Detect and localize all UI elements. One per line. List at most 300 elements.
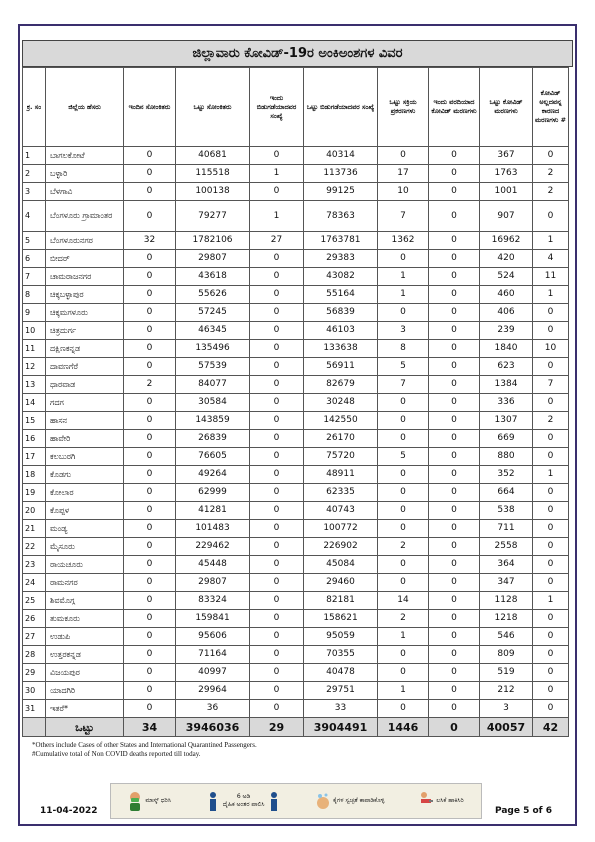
serial-number-cell: 31 <box>23 700 46 718</box>
district-name-cell: ವಿಜಯಪುರ <box>46 664 124 682</box>
noncovid-deaths-cell: 1 <box>533 232 569 250</box>
discharged-today-cell: 0 <box>250 250 304 268</box>
today-cases-cell: 0 <box>124 358 176 376</box>
serial-number-cell: 24 <box>23 574 46 592</box>
total-cases-cell: 57245 <box>176 304 250 322</box>
deaths-today-cell: 0 <box>429 574 480 592</box>
deaths-today-cell: 0 <box>429 165 480 183</box>
today-cases-cell: 0 <box>124 556 176 574</box>
total-deaths-cell: 809 <box>480 646 533 664</box>
today-cases-cell: 0 <box>124 165 176 183</box>
noncovid-deaths-cell: 1 <box>533 466 569 484</box>
district-name-cell: ಚಾಮರಾಜನಗರ <box>46 268 124 286</box>
deaths-today-cell: 0 <box>429 628 480 646</box>
header-cell: ಕೋವಿಡ್ ಅಲ್ಲದವನ್ನ ಕಾರಣದ ಮರಣಗಳು # <box>533 68 569 147</box>
total-deaths-cell: 420 <box>480 250 533 268</box>
district-name-cell: ಇತರೆ* <box>46 700 124 718</box>
noncovid-deaths-cell: 10 <box>533 340 569 358</box>
discharged-today-cell: 0 <box>250 538 304 556</box>
today-cases-cell: 0 <box>124 538 176 556</box>
total-cases-cell: 29807 <box>176 574 250 592</box>
active-cases-cell: 14 <box>378 592 429 610</box>
total-deaths-cell: 460 <box>480 286 533 304</box>
total-discharged-cell: 1763781 <box>304 232 378 250</box>
serial-number-cell: 17 <box>23 448 46 466</box>
table-row <box>23 700 569 718</box>
noncovid-deaths-cell: 11 <box>533 268 569 286</box>
footnote-others: *Others include Cases of other States and International Quarantined Passengers. <box>32 741 257 749</box>
total-cases-cell: 29807 <box>176 250 250 268</box>
table-row <box>23 520 569 538</box>
total-deaths-cell: 2558 <box>480 538 533 556</box>
serial-number-cell: 3 <box>23 183 46 201</box>
active-cases-cell: 0 <box>378 466 429 484</box>
total-discharged-cell: 158621 <box>304 610 378 628</box>
district-name-cell: ಬೀದರ್ <box>46 250 124 268</box>
active-cases-cell: 0 <box>378 250 429 268</box>
total-deaths-cell: 336 <box>480 394 533 412</box>
table-row <box>23 664 569 682</box>
total-row <box>23 718 569 737</box>
total-deaths-cell: 364 <box>480 556 533 574</box>
total-cases-cell: 55626 <box>176 286 250 304</box>
deaths-today-cell: 0 <box>429 250 480 268</box>
active-cases-cell: 0 <box>378 412 429 430</box>
total-cases-cell: 57539 <box>176 358 250 376</box>
today-cases-cell: 0 <box>124 574 176 592</box>
total-deaths-cell: 546 <box>480 628 533 646</box>
serial-number-cell: 19 <box>23 484 46 502</box>
total-deaths-cell: 1763 <box>480 165 533 183</box>
discharged-today-cell: 27 <box>250 232 304 250</box>
deaths-today-cell: 0 <box>429 466 480 484</box>
active-cases-cell: 0 <box>378 646 429 664</box>
today-cases-cell: 0 <box>124 592 176 610</box>
total-discharged-cell: 40743 <box>304 502 378 520</box>
deaths-today-cell: 0 <box>429 376 480 394</box>
serial-number-cell: 11 <box>23 340 46 358</box>
total-deaths-cell: 212 <box>480 682 533 700</box>
total-cases-cell: 36 <box>176 700 250 718</box>
table-row <box>23 448 569 466</box>
table-row <box>23 201 569 232</box>
table-row <box>23 574 569 592</box>
serial-number-cell: 14 <box>23 394 46 412</box>
table-row <box>23 430 569 448</box>
today-cases-cell: 0 <box>124 183 176 201</box>
total-discharged-cell: 40314 <box>304 147 378 165</box>
noncovid-deaths-cell: 0 <box>533 574 569 592</box>
active-cases-cell: 8 <box>378 340 429 358</box>
total-cases-cell: 76605 <box>176 448 250 466</box>
header-cell: ಒಟ್ಟು ಕೋವಿಡ್ ಮರಣಗಳು <box>480 68 533 147</box>
table-row <box>23 592 569 610</box>
noncovid-deaths-cell: 0 <box>533 322 569 340</box>
discharged-today-cell: 0 <box>250 520 304 538</box>
today-cases-cell: 0 <box>124 268 176 286</box>
table-row <box>23 250 569 268</box>
today-cases-cell: 0 <box>124 286 176 304</box>
discharged-today-cell: 0 <box>250 610 304 628</box>
noncovid-deaths-cell: 0 <box>533 147 569 165</box>
deaths-today-cell: 0 <box>429 394 480 412</box>
noncovid-deaths-cell: 2 <box>533 165 569 183</box>
total-deaths-cell: 3 <box>480 700 533 718</box>
discharged-today-cell: 0 <box>250 502 304 520</box>
total-discharged-cell: 113736 <box>304 165 378 183</box>
total-active: 1446 <box>378 718 429 737</box>
noncovid-deaths-cell: 0 <box>533 556 569 574</box>
total-discharged-cell: 56839 <box>304 304 378 322</box>
discharged-today-cell: 0 <box>250 484 304 502</box>
handwash-segment <box>316 791 385 811</box>
serial-number-cell: 23 <box>23 556 46 574</box>
district-name-cell: ಬಾಗಲಕೋಟೆ <box>46 147 124 165</box>
active-cases-cell: 0 <box>378 304 429 322</box>
deaths-today-cell: 0 <box>429 286 480 304</box>
serial-number-cell: 21 <box>23 520 46 538</box>
district-covid-table <box>22 67 569 737</box>
today-cases-cell: 0 <box>124 700 176 718</box>
mask-segment <box>128 791 171 811</box>
total-discharged: 3904491 <box>304 718 378 737</box>
active-cases-cell: 0 <box>378 430 429 448</box>
total-deaths-cell: 880 <box>480 448 533 466</box>
discharged-today-cell: 0 <box>250 682 304 700</box>
total-deaths-cell: 406 <box>480 304 533 322</box>
deaths-today-cell: 0 <box>429 520 480 538</box>
distance-label: 6 ಅಡಿ <box>236 793 251 800</box>
total-cases-cell: 135496 <box>176 340 250 358</box>
header-cell: ಒಟ್ಟು ಸಕ್ರಿಯ ಪ್ರಕರಣಗಳು <box>378 68 429 147</box>
table-row <box>23 183 569 201</box>
district-name-cell: ಉಡುಪಿ <box>46 628 124 646</box>
total-label: ಒಟ್ಟು <box>46 718 124 737</box>
total-discharged-cell: 82181 <box>304 592 378 610</box>
noncovid-deaths-cell: 0 <box>533 610 569 628</box>
total-discharged-cell: 40478 <box>304 664 378 682</box>
deaths-today-cell: 0 <box>429 412 480 430</box>
active-cases-cell: 2 <box>378 610 429 628</box>
active-cases-cell: 0 <box>378 502 429 520</box>
header-cell: ಕ್ರ. ಸಂ <box>23 68 46 147</box>
total-cases-cell: 143859 <box>176 412 250 430</box>
total-discharged-cell: 142550 <box>304 412 378 430</box>
table-row <box>23 556 569 574</box>
total-deaths-cell: 352 <box>480 466 533 484</box>
vaccine-segment <box>419 791 463 811</box>
vaccine-icon <box>419 791 433 811</box>
today-cases-cell: 0 <box>124 201 176 232</box>
discharged-today-cell: 0 <box>250 340 304 358</box>
discharged-today-cell: 0 <box>250 322 304 340</box>
table-row <box>23 232 569 250</box>
district-name-cell: ಬಳ್ಳಾರಿ <box>46 165 124 183</box>
active-cases-cell: 0 <box>378 574 429 592</box>
noncovid-deaths-cell: 0 <box>533 538 569 556</box>
total-discharged-cell: 95059 <box>304 628 378 646</box>
district-name-cell: ಕಲಬುರಗಿ <box>46 448 124 466</box>
noncovid-deaths-cell: 0 <box>533 628 569 646</box>
person-icon <box>206 791 220 811</box>
header-cell: ಒಟ್ಟು ಸೋಂಕಿತರು <box>176 68 250 147</box>
total-discharged-cell: 226902 <box>304 538 378 556</box>
total-discharged-cell: 99125 <box>304 183 378 201</box>
discharged-today-cell: 0 <box>250 448 304 466</box>
deaths-today-cell: 0 <box>429 682 480 700</box>
total-cases-cell: 101483 <box>176 520 250 538</box>
serial-number-cell: 25 <box>23 592 46 610</box>
total-discharged-cell: 78363 <box>304 201 378 232</box>
table-row <box>23 646 569 664</box>
district-name-cell: ಮಂಡ್ಯ <box>46 520 124 538</box>
total-discharged-today: 29 <box>250 718 304 737</box>
total-deaths-cell: 711 <box>480 520 533 538</box>
today-cases-cell: 0 <box>124 394 176 412</box>
total-sn-cell <box>23 718 46 737</box>
discharged-today-cell: 0 <box>250 430 304 448</box>
deaths-today-cell: 0 <box>429 358 480 376</box>
serial-number-cell: 10 <box>23 322 46 340</box>
serial-number-cell: 2 <box>23 165 46 183</box>
active-cases-cell: 5 <box>378 448 429 466</box>
today-cases-cell: 0 <box>124 682 176 700</box>
deaths-today-cell: 0 <box>429 502 480 520</box>
total-deaths-cell: 907 <box>480 201 533 232</box>
discharged-today-cell: 0 <box>250 286 304 304</box>
noncovid-deaths-cell: 0 <box>533 484 569 502</box>
total-cases-cell: 95606 <box>176 628 250 646</box>
district-name-cell: ತುಮಕೂರು <box>46 610 124 628</box>
noncovid-deaths-cell: 4 <box>533 250 569 268</box>
serial-number-cell: 12 <box>23 358 46 376</box>
total-discharged-cell: 26170 <box>304 430 378 448</box>
page-number: Page 5 of 6 <box>495 806 552 816</box>
deaths-today-cell: 0 <box>429 610 480 628</box>
total-discharged-cell: 30248 <box>304 394 378 412</box>
table-row <box>23 358 569 376</box>
noncovid-deaths-cell: 0 <box>533 358 569 376</box>
noncovid-deaths-cell: 0 <box>533 520 569 538</box>
header-cell: ಇಂದು ವರದಿಯಾದ ಕೋವಿಡ್ ಮರಣಗಳು <box>429 68 480 147</box>
total-cases-cell: 83324 <box>176 592 250 610</box>
discharged-today-cell: 0 <box>250 268 304 286</box>
active-cases-cell: 3 <box>378 322 429 340</box>
deaths-today-cell: 0 <box>429 556 480 574</box>
active-cases-cell: 0 <box>378 664 429 682</box>
district-name-cell: ಕೋಲಾರ <box>46 484 124 502</box>
noncovid-deaths-cell: 0 <box>533 394 569 412</box>
district-name-cell: ಚಿತ್ರದುರ್ಗ <box>46 322 124 340</box>
discharged-today-cell: 0 <box>250 394 304 412</box>
total-cases-cell: 26839 <box>176 430 250 448</box>
noncovid-deaths-cell: 0 <box>533 502 569 520</box>
total-discharged-cell: 133638 <box>304 340 378 358</box>
discharged-today-cell: 0 <box>250 466 304 484</box>
discharged-today-cell: 0 <box>250 304 304 322</box>
total-deaths-cell: 524 <box>480 268 533 286</box>
total-deaths-cell: 347 <box>480 574 533 592</box>
hand-wash-icon <box>316 791 330 811</box>
table-row <box>23 147 569 165</box>
noncovid-deaths-cell: 0 <box>533 201 569 232</box>
discharged-today-cell: 0 <box>250 412 304 430</box>
active-cases-cell: 0 <box>378 147 429 165</box>
deaths-today-cell: 0 <box>429 232 480 250</box>
district-name-cell: ಮೈಸೂರು <box>46 538 124 556</box>
total-deaths-cell: 16962 <box>480 232 533 250</box>
district-name-cell: ಯಾದಗಿರಿ <box>46 682 124 700</box>
header-cell: ಇಂದಿನ ಸೋಂಕಿತರು <box>124 68 176 147</box>
district-name-cell: ಕೊಡಗು <box>46 466 124 484</box>
table-row <box>23 268 569 286</box>
deaths-today-cell: 0 <box>429 147 480 165</box>
serial-number-cell: 8 <box>23 286 46 304</box>
discharged-today-cell: 0 <box>250 664 304 682</box>
total-cases-cell: 30584 <box>176 394 250 412</box>
mask-text: ಮಾಸ್ಕ್ ಧರಿಸಿ <box>145 797 172 804</box>
active-cases-cell: 7 <box>378 376 429 394</box>
today-cases-cell: 0 <box>124 664 176 682</box>
total-deaths-cell: 519 <box>480 664 533 682</box>
today-cases-cell: 0 <box>124 646 176 664</box>
total-cases-cell: 45448 <box>176 556 250 574</box>
discharged-today-cell: 1 <box>250 165 304 183</box>
today-cases-cell: 0 <box>124 322 176 340</box>
total-deaths-cell: 1218 <box>480 610 533 628</box>
table-row <box>23 628 569 646</box>
active-cases-cell: 0 <box>378 520 429 538</box>
total-cases-cell: 229462 <box>176 538 250 556</box>
total-deaths-cell: 623 <box>480 358 533 376</box>
deaths-today-cell: 0 <box>429 201 480 232</box>
noncovid-deaths-cell: 7 <box>533 376 569 394</box>
header-cell: ಒಟ್ಟು ಬಿಡುಗಡೆಯಾದವರ ಸಂಖ್ಯೆ <box>304 68 378 147</box>
noncovid-deaths-cell: 2 <box>533 412 569 430</box>
report-date: 11-04-2022 <box>40 806 98 816</box>
total-cases-cell: 159841 <box>176 610 250 628</box>
total-discharged-cell: 56911 <box>304 358 378 376</box>
deaths-today-cell: 0 <box>429 646 480 664</box>
total-discharged-cell: 100772 <box>304 520 378 538</box>
today-cases-cell: 0 <box>124 520 176 538</box>
footnotes <box>32 741 257 759</box>
total-deaths-cell: 1307 <box>480 412 533 430</box>
serial-number-cell: 29 <box>23 664 46 682</box>
deaths-today-cell: 0 <box>429 183 480 201</box>
deaths-today-cell: 0 <box>429 592 480 610</box>
deaths-today-cell: 0 <box>429 448 480 466</box>
discharged-today-cell: 0 <box>250 700 304 718</box>
header-row <box>23 68 569 147</box>
noncovid-deaths-cell: 0 <box>533 700 569 718</box>
footnote-noncovid: #Cumulative total of Non COVID deaths reported till today. <box>32 750 201 758</box>
active-cases-cell: 1362 <box>378 232 429 250</box>
today-cases-cell: 0 <box>124 448 176 466</box>
today-cases-cell: 0 <box>124 610 176 628</box>
deaths-today-cell: 0 <box>429 430 480 448</box>
header-cell: ಜಿಲ್ಲೆಯ ಹೆಸರು <box>46 68 124 147</box>
total-cases-cell: 1782106 <box>176 232 250 250</box>
district-name-cell: ದಕ್ಷಿಣಕನ್ನಡ <box>46 340 124 358</box>
noncovid-deaths-cell: 2 <box>533 183 569 201</box>
table-row <box>23 466 569 484</box>
total-deaths-today: 0 <box>429 718 480 737</box>
noncovid-deaths-cell: 0 <box>533 304 569 322</box>
total-deaths-cell: 1128 <box>480 592 533 610</box>
today-cases-cell: 0 <box>124 412 176 430</box>
district-name-cell: ಹಾವೇರಿ <box>46 430 124 448</box>
header-cell: ಇಂದು ಬಿಡುಗಡೆಯಾದವರ ಸಂಖ್ಯೆ <box>250 68 304 147</box>
mask-icon <box>128 791 142 811</box>
serial-number-cell: 30 <box>23 682 46 700</box>
district-name-cell: ಧಾರವಾಡ <box>46 376 124 394</box>
total-discharged-cell: 29383 <box>304 250 378 268</box>
active-cases-cell: 0 <box>378 556 429 574</box>
table-row <box>23 610 569 628</box>
serial-number-cell: 6 <box>23 250 46 268</box>
total-discharged-cell: 48911 <box>304 466 378 484</box>
serial-number-cell: 22 <box>23 538 46 556</box>
deaths-today-cell: 0 <box>429 664 480 682</box>
discharged-today-cell: 0 <box>250 646 304 664</box>
district-name-cell: ರಾಯಚೂರು <box>46 556 124 574</box>
noncovid-deaths-cell: 1 <box>533 592 569 610</box>
total-discharged-cell: 62335 <box>304 484 378 502</box>
total-cases-cell: 41281 <box>176 502 250 520</box>
district-name-cell: ಕೊಪ್ಪಳ <box>46 502 124 520</box>
discharged-today-cell: 0 <box>250 147 304 165</box>
table-row <box>23 376 569 394</box>
district-name-cell: ದಾವಣಗೆರೆ <box>46 358 124 376</box>
serial-number-cell: 27 <box>23 628 46 646</box>
table-row <box>23 394 569 412</box>
district-name-cell: ಬೆಂಗಳೂರು ಗ್ರಾಮಾಂತರ <box>46 201 124 232</box>
active-cases-cell: 1 <box>378 682 429 700</box>
discharged-today-cell: 0 <box>250 574 304 592</box>
handwash-text: ಕೈಗಳ ಸ್ವಚ್ಛತೆ ಕಾಪಾಡಿಕೊಳ್ಳಿ <box>333 797 385 804</box>
district-name-cell: ರಾಮನಗರ <box>46 574 124 592</box>
total-today-cases: 34 <box>124 718 176 737</box>
table-row <box>23 322 569 340</box>
active-cases-cell: 1 <box>378 628 429 646</box>
serial-number-cell: 9 <box>23 304 46 322</box>
district-name-cell: ಗದಗ <box>46 394 124 412</box>
person-icon <box>267 791 281 811</box>
deaths-today-cell: 0 <box>429 322 480 340</box>
serial-number-cell: 20 <box>23 502 46 520</box>
total-deaths-cell: 1384 <box>480 376 533 394</box>
total-deaths: 40057 <box>480 718 533 737</box>
total-deaths-cell: 1840 <box>480 340 533 358</box>
today-cases-cell: 0 <box>124 628 176 646</box>
total-cases-cell: 49264 <box>176 466 250 484</box>
deaths-today-cell: 0 <box>429 700 480 718</box>
total-discharged-cell: 46103 <box>304 322 378 340</box>
serial-number-cell: 16 <box>23 430 46 448</box>
table-row <box>23 165 569 183</box>
table-row <box>23 304 569 322</box>
district-name-cell: ಬೆಳಗಾವಿ <box>46 183 124 201</box>
covid-awareness-banner <box>110 783 482 819</box>
serial-number-cell: 1 <box>23 147 46 165</box>
total-discharged-cell: 70355 <box>304 646 378 664</box>
serial-number-cell: 5 <box>23 232 46 250</box>
today-cases-cell: 0 <box>124 430 176 448</box>
noncovid-deaths-cell: 0 <box>533 448 569 466</box>
distance-segment <box>206 791 282 811</box>
discharged-today-cell: 1 <box>250 201 304 232</box>
